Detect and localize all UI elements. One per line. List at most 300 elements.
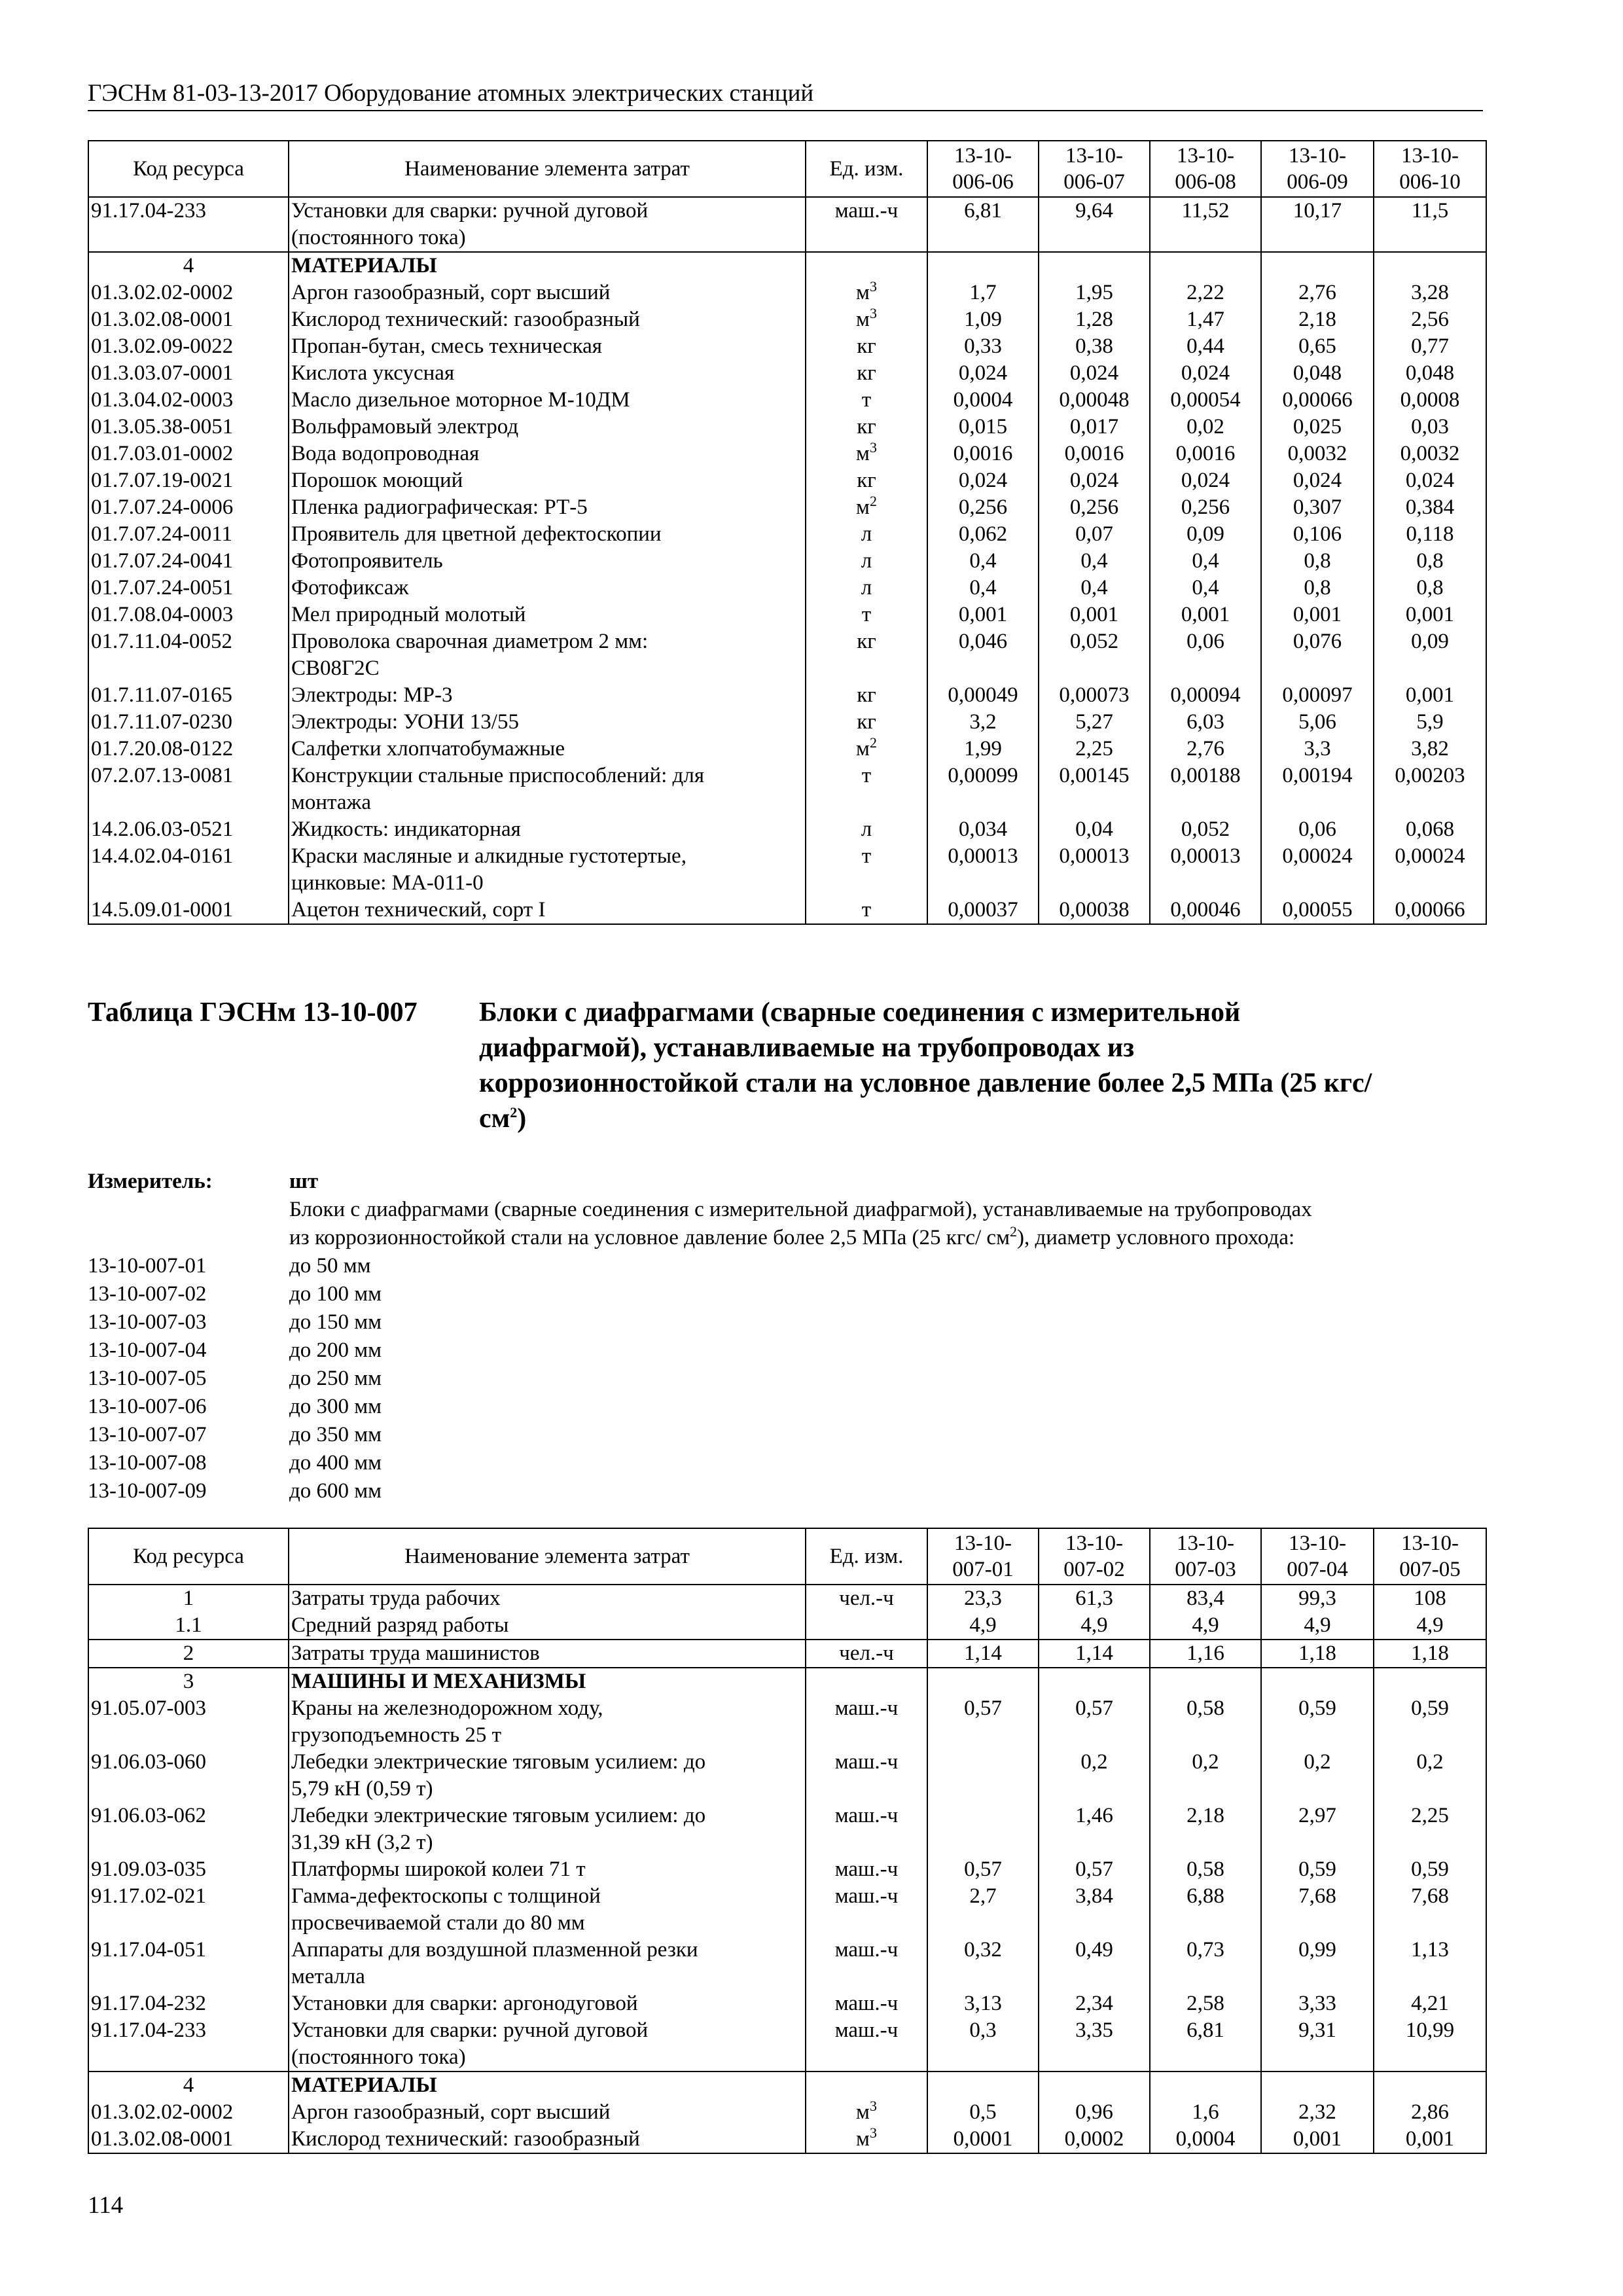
norm-value: 0,77 <box>1374 333 1486 360</box>
norm-value: 0,001 <box>1150 601 1261 628</box>
norm-value: 2,56 <box>1374 306 1486 333</box>
unit: кг <box>806 414 927 440</box>
unit: $м^3$ <box>806 2099 927 2126</box>
meter-label: Измеритель: <box>88 1170 213 1193</box>
norm-value: 3,82 <box>1374 736 1486 762</box>
col-header-norm-3: 13-10- 006-08 <box>1150 141 1261 197</box>
norm-value: 0,00024 <box>1261 843 1374 897</box>
norm-value: 1,6 <box>1150 2099 1261 2126</box>
empty-cell <box>927 2072 1039 2099</box>
norm-value: 0,57 <box>1039 1856 1150 1883</box>
norm-value: 1,09 <box>927 306 1039 333</box>
col-header-norm-4: 13-10- 007-04 <box>1261 1528 1374 1585</box>
meter-item-code: 13-10-007-03 <box>88 1310 207 1334</box>
norm-value: 2,22 <box>1150 279 1261 306</box>
norm-value: 0,8 <box>1261 575 1374 601</box>
norm-value: 0,024 <box>927 467 1039 494</box>
norm-value: 0,8 <box>1374 575 1486 601</box>
unit: т <box>806 843 927 897</box>
norm-value: 5,9 <box>1374 709 1486 736</box>
unit: кг <box>806 467 927 494</box>
table-row <box>88 1585 1486 1612</box>
norm-value: 0,04 <box>1039 816 1150 843</box>
norm-value: 0,06 <box>1261 816 1374 843</box>
col-header-name: Наименование элемента затрат <box>289 1528 806 1585</box>
resource-code: 91.17.04-232 <box>88 1990 289 2017</box>
norm-value: 0,4 <box>927 575 1039 601</box>
unit: маш.-ч <box>806 1695 927 1749</box>
meter-item-value: до 250 мм <box>289 1367 382 1390</box>
norm-value: 0,00097 <box>1261 682 1374 709</box>
unit: маш.-ч <box>806 197 927 252</box>
table-row <box>88 628 1486 682</box>
norm-value: 0,96 <box>1039 2099 1150 2126</box>
resource-name: Краски масляные и алкидные густотертые, цинковые: МА-011-0 <box>289 843 806 897</box>
unit: т <box>806 387 927 414</box>
unit <box>806 1612 927 1640</box>
table-row <box>88 360 1486 387</box>
resource-name: Порошок моющий <box>289 467 806 494</box>
norm-value: 0,00054 <box>1150 387 1261 414</box>
norm-value: 0,57 <box>927 1695 1039 1749</box>
col-header-norm-2: 13-10- 007-02 <box>1039 1528 1150 1585</box>
norm-value: 0,4 <box>1150 575 1261 601</box>
norm-value: 108 <box>1374 1585 1486 1612</box>
unit: $м^3$ <box>806 440 927 467</box>
table-row <box>88 467 1486 494</box>
norm-value: 2,58 <box>1150 1990 1261 2017</box>
norm-value: 0,024 <box>927 360 1039 387</box>
norm-value: 0,384 <box>1374 494 1486 521</box>
meter-item-value: до 150 мм <box>289 1310 382 1334</box>
norm-value: 0,052 <box>1150 816 1261 843</box>
norm-value: 1,14 <box>927 1640 1039 1668</box>
resource-code: 91.17.04-233 <box>88 2017 289 2072</box>
col-header-norm-5: 13-10- 007-05 <box>1374 1528 1486 1585</box>
resource-code: 2 <box>88 1640 289 1668</box>
norm-value: 0,57 <box>1039 1695 1150 1749</box>
unit: $м^3$ <box>806 306 927 333</box>
resource-code: 01.7.11.07-0165 <box>88 682 289 709</box>
table-row <box>88 197 1486 252</box>
norm-value <box>927 1803 1039 1856</box>
norm-value: 0,00013 <box>1150 843 1261 897</box>
table-2-title: Блоки с диафрагмами (сварные соединения с измерительной диафрагмой), устанавливаемые на трубопроводах из коррозионностойкой стали на условное давление более 2,5 МПа (25 кгс/ $см^2$) <box>479 997 1372 1134</box>
norm-value: 0,00055 <box>1261 897 1374 924</box>
resource-table-1 <box>88 140 1487 925</box>
table-row <box>88 1612 1486 1640</box>
resource-name: Установки для сварки: ручной дуговой (постоянного тока) <box>289 197 806 252</box>
table-row <box>88 494 1486 521</box>
norm-value: 1,95 <box>1039 279 1150 306</box>
norm-value: 0,062 <box>927 521 1039 548</box>
norm-value: 0,00066 <box>1374 897 1486 924</box>
norm-value: 0,00188 <box>1150 762 1261 816</box>
unit: кг <box>806 682 927 709</box>
resource-code: 01.3.02.02-0002 <box>88 279 289 306</box>
page-number: 114 <box>88 2192 124 2219</box>
table-row <box>88 1695 1486 1749</box>
table-row <box>88 682 1486 709</box>
resource-code: 14.5.09.01-0001 <box>88 897 289 924</box>
meter-item-value: до 400 мм <box>289 1451 382 1475</box>
norm-value: 1,18 <box>1374 1640 1486 1668</box>
norm-value: 0,024 <box>1374 467 1486 494</box>
resource-code: 01.7.07.24-0011 <box>88 521 289 548</box>
norm-value: 6,81 <box>1150 2017 1261 2072</box>
norm-value: 0,046 <box>927 628 1039 682</box>
empty-cell <box>806 2072 927 2099</box>
resource-name: Кислота уксусная <box>289 360 806 387</box>
norm-value: 0,00066 <box>1261 387 1374 414</box>
norm-value: 83,4 <box>1150 1585 1261 1612</box>
norm-value: 0,4 <box>1039 575 1150 601</box>
empty-cell <box>927 252 1039 279</box>
table-row <box>88 2099 1486 2126</box>
norm-value: 0,59 <box>1374 1856 1486 1883</box>
col-header-unit: Ед. изм. <box>806 141 927 197</box>
norm-value: 4,9 <box>1150 1612 1261 1640</box>
col-header-unit: Ед. изм. <box>806 1528 927 1585</box>
unit: т <box>806 897 927 924</box>
col-header-name: Наименование элемента затрат <box>289 141 806 197</box>
resource-code: 01.3.05.38-0051 <box>88 414 289 440</box>
norm-value: 23,3 <box>927 1585 1039 1612</box>
resource-code: 01.3.02.09-0022 <box>88 333 289 360</box>
resource-code: 91.05.07-003 <box>88 1695 289 1749</box>
meter-item <box>88 1336 1488 1365</box>
norm-value: 0,65 <box>1261 333 1374 360</box>
table-row <box>88 252 1486 279</box>
meter-item <box>88 1421 1488 1449</box>
norm-value: 1,46 <box>1039 1803 1150 1856</box>
resource-code: 01.7.07.24-0041 <box>88 548 289 575</box>
meter-item-value: до 100 мм <box>289 1282 382 1306</box>
empty-cell <box>1261 2072 1374 2099</box>
section-name: МАТЕРИАЛЫ <box>289 252 806 279</box>
table-row <box>88 2126 1486 2153</box>
norm-value: 0,001 <box>1374 2126 1486 2153</box>
norm-value: 1,18 <box>1261 1640 1374 1668</box>
resource-code: 01.3.02.08-0001 <box>88 306 289 333</box>
unit: кг <box>806 709 927 736</box>
resource-code: 91.17.04-233 <box>88 197 289 252</box>
resource-code: 01.7.07.19-0021 <box>88 467 289 494</box>
header-title: ГЭСНм 81-03-13-2017 Оборудование атомных электрических станций <box>88 80 814 107</box>
col-header-norm-4: 13-10- 006-09 <box>1261 141 1374 197</box>
col-header-norm-3: 13-10- 007-03 <box>1150 1528 1261 1585</box>
empty-cell <box>1039 252 1150 279</box>
table-row <box>88 387 1486 414</box>
norm-value: 3,28 <box>1374 279 1486 306</box>
norm-value: 6,88 <box>1150 1883 1261 1937</box>
norm-value: 0,0001 <box>927 2126 1039 2153</box>
meter-item <box>88 1252 1488 1280</box>
norm-value: 0,0016 <box>1150 440 1261 467</box>
resource-name: Лебедки электрические тяговым усилием: до 5,79 кН (0,59 т) <box>289 1749 806 1803</box>
empty-cell <box>1374 252 1486 279</box>
unit: $м^3$ <box>806 279 927 306</box>
resource-code: 1 <box>88 1585 289 1612</box>
table-row <box>88 736 1486 762</box>
norm-value: 0,0008 <box>1374 387 1486 414</box>
col-header-norm-5: 13-10- 006-10 <box>1374 141 1486 197</box>
norm-value: 0,0016 <box>1039 440 1150 467</box>
resource-code: 91.09.03-035 <box>88 1856 289 1883</box>
table-row <box>88 897 1486 924</box>
unit: л <box>806 521 927 548</box>
norm-value: 0,59 <box>1261 1695 1374 1749</box>
meter-item-code: 13-10-007-04 <box>88 1338 207 1362</box>
meter-item-value: до 50 мм <box>289 1254 371 1278</box>
norm-value: 2,25 <box>1374 1803 1486 1856</box>
resource-name: Жидкость: индикаторная <box>289 816 806 843</box>
table-row <box>88 2072 1486 2099</box>
empty-cell <box>1150 2072 1261 2099</box>
norm-value: 1,47 <box>1150 306 1261 333</box>
resource-name: Установки для сварки: ручной дуговой (постоянного тока) <box>289 2017 806 2072</box>
norm-value: 0,001 <box>1374 601 1486 628</box>
resource-code: 01.7.11.04-0052 <box>88 628 289 682</box>
resource-name: Конструкции стальные приспособлений: для монтажа <box>289 762 806 816</box>
empty-cell <box>1261 1668 1374 1695</box>
norm-value: 4,9 <box>927 1612 1039 1640</box>
norm-value: 1,14 <box>1039 1640 1150 1668</box>
unit: маш.-ч <box>806 1990 927 2017</box>
resource-table-2 <box>88 1528 1487 2154</box>
norm-value: 0,024 <box>1150 467 1261 494</box>
norm-value: 0,0032 <box>1374 440 1486 467</box>
norm-value: 0,2 <box>1374 1749 1486 1803</box>
table-row <box>88 709 1486 736</box>
norm-value: 0,00048 <box>1039 387 1150 414</box>
norm-value: 0,06 <box>1150 628 1261 682</box>
norm-value: 0,00038 <box>1039 897 1150 924</box>
norm-value: 3,13 <box>927 1990 1039 2017</box>
table-row <box>88 1668 1486 1695</box>
norm-value: 0,44 <box>1150 333 1261 360</box>
norm-value: 2,76 <box>1150 736 1261 762</box>
norm-value: 7,68 <box>1261 1883 1374 1937</box>
norm-value: 11,5 <box>1374 197 1486 252</box>
norm-value: 3,35 <box>1039 2017 1150 2072</box>
norm-value: 0,58 <box>1150 1856 1261 1883</box>
unit: кг <box>806 628 927 682</box>
resource-name: Мел природный молотый <box>289 601 806 628</box>
norm-value: 5,27 <box>1039 709 1150 736</box>
unit: $м^2$ <box>806 736 927 762</box>
norm-value: 0,0004 <box>1150 2126 1261 2153</box>
norm-value: 0,59 <box>1261 1856 1374 1883</box>
col-header-code: Код ресурса <box>88 1528 289 1585</box>
resource-name: Установки для сварки: аргонодуговой <box>289 1990 806 2017</box>
empty-cell <box>927 1668 1039 1695</box>
meter-item-value: до 300 мм <box>289 1395 382 1418</box>
norm-value: 0,307 <box>1261 494 1374 521</box>
norm-value: 2,86 <box>1374 2099 1486 2126</box>
table-row <box>88 1937 1486 1990</box>
table-row <box>88 521 1486 548</box>
resource-name: Проволока сварочная диаметром 2 мм: СВ08Г2С <box>289 628 806 682</box>
meter-item <box>88 1308 1488 1336</box>
empty-cell <box>806 1668 927 1695</box>
norm-value: 0,00099 <box>927 762 1039 816</box>
resource-code: 01.7.20.08-0122 <box>88 736 289 762</box>
table-header-row <box>88 141 1486 197</box>
resource-name: Лебедки электрические тяговым усилием: до 31,39 кН (3,2 т) <box>289 1803 806 1856</box>
norm-value: 0,256 <box>1150 494 1261 521</box>
resource-name: Кислород технический: газообразный <box>289 306 806 333</box>
norm-value: 0,09 <box>1150 521 1261 548</box>
norm-value: 5,06 <box>1261 709 1374 736</box>
norm-value: 0,256 <box>1039 494 1150 521</box>
empty-cell <box>1374 2072 1486 2099</box>
meter-item-code: 13-10-007-02 <box>88 1282 207 1306</box>
meter-item-code: 13-10-007-08 <box>88 1451 207 1475</box>
norm-value: 0,048 <box>1374 360 1486 387</box>
norm-value: 0,001 <box>1039 601 1150 628</box>
resource-code: 01.7.03.01-0002 <box>88 440 289 467</box>
norm-value: 0,256 <box>927 494 1039 521</box>
resource-code: 91.06.03-060 <box>88 1749 289 1803</box>
page-header <box>88 77 1483 111</box>
resource-name: Масло дизельное моторное М-10ДМ <box>289 387 806 414</box>
meter-item-value: до 600 мм <box>289 1479 382 1503</box>
meter-item-code: 13-10-007-05 <box>88 1367 207 1390</box>
resource-name: Фотофиксаж <box>289 575 806 601</box>
norm-value: 0,00203 <box>1374 762 1486 816</box>
norm-value: 2,18 <box>1261 306 1374 333</box>
norm-value: 2,7 <box>927 1883 1039 1937</box>
unit: чел.-ч <box>806 1640 927 1668</box>
norm-value: 2,76 <box>1261 279 1374 306</box>
norm-value: 6,03 <box>1150 709 1261 736</box>
resource-name: Фотопроявитель <box>289 548 806 575</box>
norm-value: 0,024 <box>1261 467 1374 494</box>
norm-value: 0,024 <box>1150 360 1261 387</box>
resource-code: 91.17.04-051 <box>88 1937 289 1990</box>
norm-value: 3,84 <box>1039 1883 1150 1937</box>
meter-item <box>88 1280 1488 1308</box>
norm-value: 0,8 <box>1261 548 1374 575</box>
norm-value: 0,59 <box>1374 1695 1486 1749</box>
resource-name: Средний разряд работы <box>289 1612 806 1640</box>
empty-cell <box>1150 252 1261 279</box>
empty-cell <box>806 252 927 279</box>
norm-value: 0,32 <box>927 1937 1039 1990</box>
norm-value: 3,2 <box>927 709 1039 736</box>
norm-value: 9,31 <box>1261 2017 1374 2072</box>
meter-item-value: до 200 мм <box>289 1338 382 1362</box>
resource-name: Электроды: УОНИ 13/55 <box>289 709 806 736</box>
unit: маш.-ч <box>806 1883 927 1937</box>
table-row <box>88 548 1486 575</box>
section-number: 4 <box>88 2072 289 2099</box>
table-row <box>88 762 1486 816</box>
resource-name: Затраты труда рабочих <box>289 1585 806 1612</box>
meter-item-code: 13-10-007-07 <box>88 1423 207 1446</box>
table-row <box>88 333 1486 360</box>
resource-name: Электроды: МР-3 <box>289 682 806 709</box>
section-name: МАШИНЫ И МЕХАНИЗМЫ <box>289 1668 806 1695</box>
unit: л <box>806 816 927 843</box>
resource-code: 1.1 <box>88 1612 289 1640</box>
norm-value: 0,00013 <box>927 843 1039 897</box>
resource-code: 91.06.03-062 <box>88 1803 289 1856</box>
norm-value: 0,03 <box>1374 414 1486 440</box>
norm-value: 0,015 <box>927 414 1039 440</box>
unit: $м^2$ <box>806 494 927 521</box>
resource-name: Затраты труда машинистов <box>289 1640 806 1668</box>
table-row <box>88 816 1486 843</box>
resource-name: Проявитель для цветной дефектоскопии <box>289 521 806 548</box>
norm-value: 0,001 <box>1261 601 1374 628</box>
section-name: МАТЕРИАЛЫ <box>289 2072 806 2099</box>
norm-value: 0,118 <box>1374 521 1486 548</box>
unit: маш.-ч <box>806 1856 927 1883</box>
empty-cell <box>1261 252 1374 279</box>
norm-value: 10,99 <box>1374 2017 1486 2072</box>
norm-value: 0,07 <box>1039 521 1150 548</box>
norm-value: 4,21 <box>1374 1990 1486 2017</box>
unit: кг <box>806 333 927 360</box>
norm-value: 6,81 <box>927 197 1039 252</box>
resource-code: 01.7.11.07-0230 <box>88 709 289 736</box>
norm-value: 0,024 <box>1039 467 1150 494</box>
norm-value: 0,00049 <box>927 682 1039 709</box>
empty-cell <box>1150 1668 1261 1695</box>
resource-code: 14.4.02.04-0161 <box>88 843 289 897</box>
norm-value: 0,09 <box>1374 628 1486 682</box>
norm-value: 1,99 <box>927 736 1039 762</box>
meter-item-code: 13-10-007-06 <box>88 1395 207 1418</box>
resource-name: Кислород технический: газообразный <box>289 2126 806 2153</box>
norm-value: 0,5 <box>927 2099 1039 2126</box>
table-row <box>88 306 1486 333</box>
norm-value: 0,017 <box>1039 414 1150 440</box>
table-header-row <box>88 1528 1486 1585</box>
resource-code: 01.7.07.24-0006 <box>88 494 289 521</box>
norm-value: 0,001 <box>1374 682 1486 709</box>
table-row <box>88 1749 1486 1803</box>
resource-name: Вода водопроводная <box>289 440 806 467</box>
table-row <box>88 440 1486 467</box>
meter-item <box>88 1365 1488 1393</box>
meter-item-code: 13-10-007-09 <box>88 1479 207 1503</box>
norm-value: 0,00145 <box>1039 762 1150 816</box>
empty-cell <box>1374 1668 1486 1695</box>
norm-value: 7,68 <box>1374 1883 1486 1937</box>
resource-code: 01.3.04.02-0003 <box>88 387 289 414</box>
table-row <box>88 1640 1486 1668</box>
col-header-norm-1: 13-10- 007-01 <box>927 1528 1039 1585</box>
empty-cell <box>1039 1668 1150 1695</box>
norm-value: 0,49 <box>1039 1937 1150 1990</box>
resource-name: Ацетон технический, сорт I <box>289 897 806 924</box>
meter-description: Блоки с диафрагмами (сварные соединения с измерительной диафрагмой), устанавливаемые на трубопроводах из коррозионностойкой стали на условное давление более 2,5 МПа (25 кгс/ $см^2$), диаметр условного прохода: <box>289 1198 1312 1249</box>
norm-value: 0,001 <box>927 601 1039 628</box>
meter-item <box>88 1449 1488 1477</box>
unit: л <box>806 548 927 575</box>
table-row <box>88 279 1486 306</box>
norm-value: 4,9 <box>1261 1612 1374 1640</box>
norm-value: 0,2 <box>1039 1749 1150 1803</box>
resource-name: Салфетки хлопчатобумажные <box>289 736 806 762</box>
unit: т <box>806 601 927 628</box>
norm-value: 0,00024 <box>1374 843 1486 897</box>
norm-value: 0,38 <box>1039 333 1150 360</box>
norm-value: 3,33 <box>1261 1990 1374 2017</box>
